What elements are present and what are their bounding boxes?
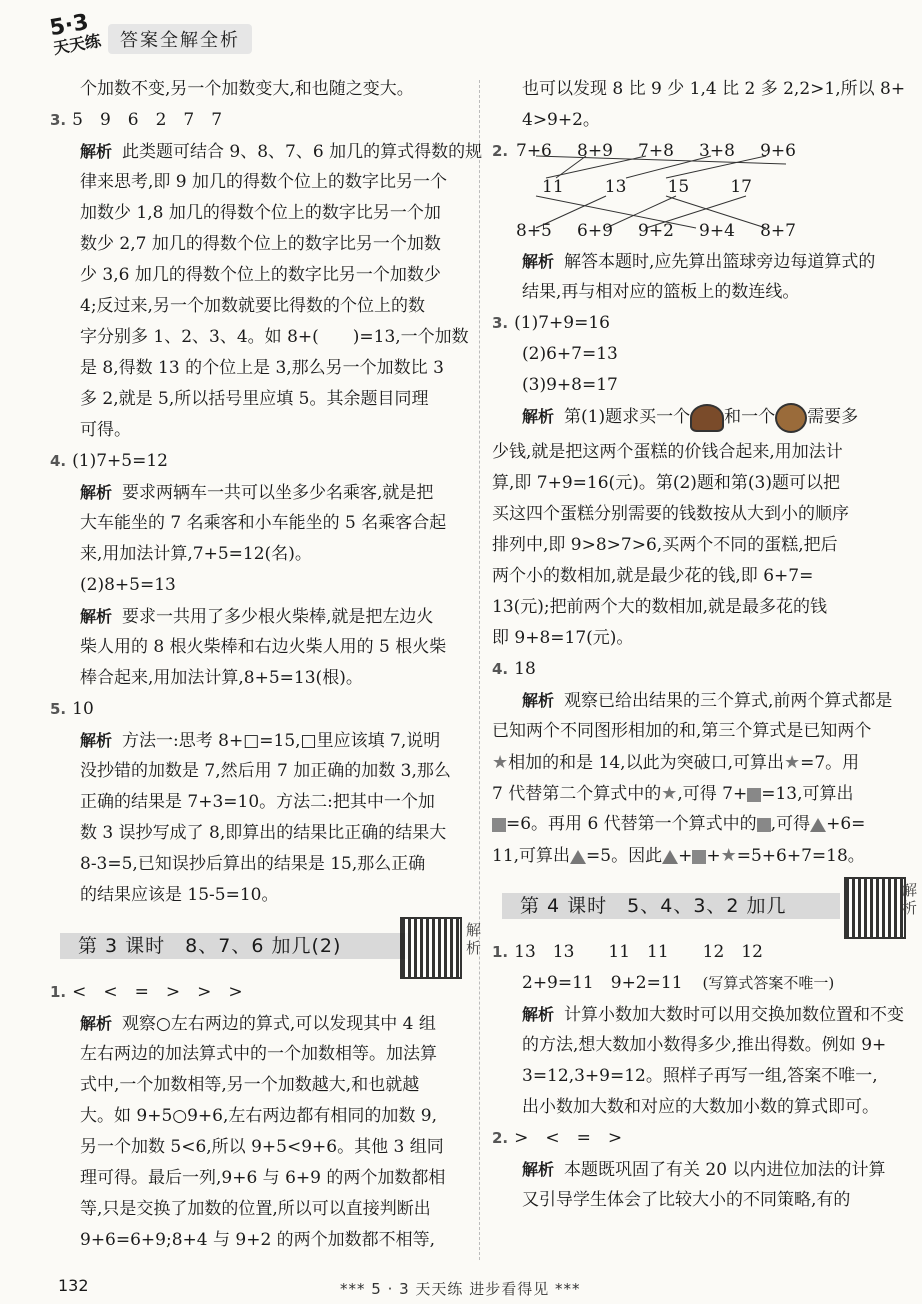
answer: (2)8+5=13 bbox=[80, 575, 176, 595]
text-span: 需要多 bbox=[807, 407, 859, 427]
text-line: 可得。 bbox=[80, 420, 131, 440]
text-line: 买这四个蛋糕分别需要的钱数按从大到小的顺序 bbox=[492, 504, 849, 524]
text-line: 另一个加数 5<6,所以 9+5<9+6。其他 3 组同 bbox=[80, 1137, 444, 1157]
text-line: 数 3 误抄写成了 8,即算出的结果比正确的结果大 bbox=[80, 823, 447, 843]
text-line: 等,只是交换了加数的位置,所以可以直接判断出 bbox=[80, 1199, 431, 1219]
result-number: 11 bbox=[542, 177, 564, 197]
star-icon: ★ bbox=[720, 845, 737, 866]
text-line: 观察○左右两边的算式,可以发现其中 4 组 bbox=[122, 1014, 436, 1034]
text-line: 正确的结果是 7+3=10。方法二:把其中一个加 bbox=[80, 792, 435, 812]
star-icon: ★ bbox=[783, 752, 801, 773]
expression-bottom: 6+9 bbox=[577, 221, 613, 241]
answer: < < = > > > bbox=[72, 982, 243, 1002]
star-icon: ★ bbox=[661, 783, 678, 804]
text-line: 律来思考,即 9 加几的得数个位上的数字比另一个 bbox=[80, 172, 448, 192]
text-line: 加数少 1,8 加几的得数个位上的数字比另一个加 bbox=[80, 203, 441, 223]
text-line: 解答本题时,应先算出篮球旁边每道算式的 bbox=[564, 252, 876, 272]
text-span: =5。因此 bbox=[586, 846, 663, 866]
qr-label: 解析 bbox=[902, 881, 918, 917]
footer-slogan: *** 5 · 3 天天练 进步看得见 *** bbox=[340, 1280, 581, 1298]
text-span: 第(1)题求买一个 bbox=[564, 407, 691, 427]
text-line: 的结果应该是 15-5=10。 bbox=[80, 885, 279, 905]
cake-icon bbox=[690, 404, 724, 432]
analysis-label: 解析 bbox=[80, 1014, 113, 1033]
answer: (3)9+8=17 bbox=[522, 375, 618, 395]
text-line: 4>9+2。 bbox=[522, 110, 600, 130]
text-line: 大。如 9+5○9+6,左右两边都有相同的加数 9, bbox=[80, 1106, 438, 1126]
answer: > < = > bbox=[514, 1128, 623, 1148]
triangle-icon bbox=[810, 818, 826, 832]
text-line: 两个小的数相加,就是最少花的钱,即 6+7= bbox=[492, 566, 814, 586]
expression-top: 7+8 bbox=[638, 141, 674, 161]
text-line: 4;反过来,另一个加数就要比得数的个位上的数 bbox=[80, 296, 425, 316]
analysis-label: 解析 bbox=[522, 252, 555, 271]
text-line: 来,用加法计算,7+5=12(名)。 bbox=[80, 544, 312, 564]
text-line: 大车能坐的 7 名乘客和小车能坐的 5 名乘客合起 bbox=[80, 513, 447, 533]
expression-top: 7+6 bbox=[516, 141, 552, 161]
page-header bbox=[0, 0, 900, 62]
result-number: 17 bbox=[730, 177, 752, 197]
text-span: =5+6+7=18。 bbox=[736, 846, 865, 866]
question-number: 5. bbox=[50, 700, 67, 718]
square-icon bbox=[692, 850, 706, 864]
text-line: 少 3,6 加几的得数个位上的数字比另一个加数少 bbox=[80, 265, 441, 285]
square-icon bbox=[747, 788, 761, 802]
result-number: 13 bbox=[604, 177, 627, 197]
answer: 18 bbox=[514, 659, 536, 679]
expression-bottom: 9+2 bbox=[638, 221, 674, 241]
text-line: 也可以发现 8 比 9 少 1,4 比 2 多 2,2>1,所以 8+ bbox=[522, 79, 906, 99]
qr-code-icon[interactable] bbox=[844, 877, 918, 939]
text-line: 理可得。最后一列,9+6 与 6+9 的两个加数都相 bbox=[80, 1168, 446, 1188]
text-line: 要求两辆车一共可以坐多少名乘客,就是把 bbox=[122, 483, 434, 503]
answer: 5 9 6 2 7 7 bbox=[72, 110, 223, 130]
qr-label: 解析 bbox=[466, 921, 482, 957]
triangle-icon bbox=[570, 850, 586, 864]
expression-top: 8+9 bbox=[577, 141, 613, 161]
question-number: 1. bbox=[50, 983, 67, 1001]
question-number: 4. bbox=[50, 452, 67, 470]
page-footer bbox=[0, 1270, 900, 1300]
answer: (2)6+7=13 bbox=[522, 344, 618, 364]
expression-bottom: 9+4 bbox=[699, 221, 735, 241]
analysis-label: 解析 bbox=[522, 1005, 555, 1024]
analysis-label: 解析 bbox=[80, 483, 113, 502]
text-line: 计算小数加大数时可以用交换加数位置和不变 bbox=[564, 1005, 905, 1025]
text-line: 没抄错的加数是 7,然后用 7 加正确的加数 3,那么 bbox=[80, 761, 451, 781]
text-line: 8-3=5,已知误抄后算出的结果是 15,那么正确 bbox=[80, 854, 426, 874]
expression-top: 3+8 bbox=[699, 141, 735, 161]
text-line: 是 8,得数 13 的个位上是 3,那么另一个加数比 3 bbox=[80, 358, 444, 378]
text-span: =13,可算出 bbox=[761, 784, 854, 804]
text-line: 方法一:思考 8+□=15,□里应该填 7,说明 bbox=[122, 731, 441, 751]
brand-logo: 5·3 天天练 bbox=[47, 9, 103, 58]
text-span: 相加的和是 14,以此为突破口,可算出 bbox=[508, 753, 784, 773]
question-number: 1. bbox=[492, 943, 509, 961]
text-line: 出小数加大数和对应的大数加小数的算式即可。 bbox=[522, 1097, 879, 1117]
square-icon bbox=[492, 818, 506, 832]
analysis-label: 解析 bbox=[80, 607, 113, 626]
text-span: +6= bbox=[826, 814, 866, 834]
text-line: 多 2,就是 5,所以括号里应填 5。其余题目同理 bbox=[80, 389, 429, 409]
expression-bottom: 8+7 bbox=[760, 221, 796, 241]
square-icon bbox=[757, 818, 771, 832]
section-title: 第 3 课时 8、7、6 加几(2) bbox=[60, 933, 408, 959]
text-line: 即 9+8=17(元)。 bbox=[492, 628, 634, 648]
text-line: 9+6=6+9;8+4 与 9+2 的两个加数都不相等, bbox=[80, 1230, 436, 1250]
expression-top: 9+6 bbox=[760, 141, 796, 161]
matching-diagram bbox=[492, 136, 900, 246]
text-line: 柴人用的 8 根火柴棒和右边火柴人用的 5 根火柴 bbox=[80, 637, 447, 657]
text-line: 数少 2,7 加几的得数个位上的数字比另一个加数 bbox=[80, 234, 441, 254]
text-line: 字分别多 1、2、3、4。如 8+( )=13,一个加数 bbox=[80, 327, 469, 347]
text-span: ,可得 7+ bbox=[677, 784, 748, 804]
column-divider bbox=[479, 80, 480, 1260]
text-span: 11,可算出 bbox=[492, 846, 571, 866]
question-number: 4. bbox=[492, 660, 509, 678]
text-line: 3=12,3+9=12。照样子再写一组,答案不唯一, bbox=[522, 1066, 878, 1086]
text-span: =6。再用 6 代替第一个算式中的 bbox=[506, 814, 757, 834]
question-number: 2. bbox=[492, 1129, 509, 1147]
text-line: 左右两边的加法算式中的一个加数相等。加法算 bbox=[80, 1044, 437, 1064]
text-line: 又引导学生体会了比较大小的不同策略,有的 bbox=[522, 1190, 851, 1210]
text-span: 7 代替第二个算式中的 bbox=[492, 784, 662, 804]
answer-note: (写算式答案不唯一) bbox=[702, 974, 835, 992]
text-line: 此类题可结合 9、8、7、6 加几的算式得数的规 bbox=[122, 142, 483, 162]
text-span: 和一个 bbox=[724, 407, 776, 427]
triangle-icon bbox=[662, 850, 678, 864]
text-span: =7。用 bbox=[800, 753, 860, 773]
text-line: 本题既巩固了有关 20 以内进位加法的计算 bbox=[564, 1160, 886, 1180]
answer: 2+9=11 9+2=11 bbox=[522, 973, 683, 993]
analysis-label: 解析 bbox=[522, 407, 555, 426]
answer: 10 bbox=[72, 699, 94, 719]
question-number: 3. bbox=[492, 314, 509, 332]
text-line: 要求一共用了多少根火柴棒,就是把左边火 bbox=[122, 607, 434, 627]
answer: 13 13 11 11 12 12 bbox=[514, 942, 763, 962]
text-line: 的方法,想大数加小数得多少,推出得数。例如 9+ bbox=[522, 1035, 887, 1055]
right-column: 也可以发现 8 比 9 少 1,4 比 2 多 2,2>1,所以 8+ 4>9+2。 2. 7+6 8+9 7+8 3+8 9+6 11 13 15 17 8+5 6+9 9+2 9+4 8+7 解析 解答本题时,应先算出篮球旁边每道算式的 结果,再与相对应的篮板上的数连线。 3. (1)7+9=16 (2)6+7=13 (3)9+8=17 解析 第(1)题求买一个 和一个 需要多 少钱,就是把这两个蛋糕的价钱合起来,用加法计 算,即 7+9=16(元)。第(2)题和第(3)题可以把 买这四个蛋糕分别需要的钱数按从大到小的顺序 排列中,即 9>8>7>6,买两个不同的蛋糕,把后 两个小的数相加,就是最少花的钱,即 6+7= 13(元);把前两个大的数相加,就是最多花的钱 即 9+8=17(元)。 4. 18 解析 观察已给出结果的三个算式,前两个算式都是 已知两个不同图形相加的和,第三个算式是已知两个 ★相加的和是 14,以此为突破口,可算出★=7。用 7 代替第二个算式中的★,可得 7+ =13,可算出 =6。再用 6 代替第一个算式中的 ,可得 +6= 11,可算出 =5。因此 + +★=5+6+7=18。 第 4 课时 5、4、3、2 加几 解析 1. 13 13 11 11 12 12 2+9=11 9+2=11 (写算式答案不唯一) 解析 计算小数加大数时可以用交换加数位置和不变 的方法,想大数加小数得多少,推出得数。例如 9+ 3=12,3+9=12。照样子再写一组,答案不唯一, 出小数加大数和对应的大数加小数的算式即可。 2. > < = > 解析 本题既巩固了有关 20 以内进位加法的计算 又引导学生体会了比较大小的不同策略,有的 bbox=[492, 74, 900, 1216]
section-title: 第 4 课时 5、4、3、2 加几 bbox=[502, 893, 840, 919]
answer: (1)7+5=12 bbox=[72, 451, 168, 471]
question-number: 3. bbox=[50, 111, 67, 129]
question-number: 2. bbox=[492, 142, 509, 160]
star-icon: ★ bbox=[492, 752, 509, 773]
qr-code-icon[interactable] bbox=[400, 917, 482, 979]
left-column bbox=[50, 74, 483, 1256]
text-span: ,可得 bbox=[770, 814, 811, 834]
section-heading bbox=[492, 877, 918, 931]
analysis-label: 解析 bbox=[80, 731, 113, 750]
text-line: 已知两个不同图形相加的和,第三个算式是已知两个 bbox=[492, 721, 872, 741]
result-number: 15 bbox=[667, 177, 690, 197]
text-line: 排列中,即 9>8>7>6,买两个不同的蛋糕,把后 bbox=[492, 535, 838, 555]
analysis-label: 解析 bbox=[522, 1160, 555, 1179]
analysis-label: 解析 bbox=[522, 691, 555, 710]
text-line: 观察已给出结果的三个算式,前两个算式都是 bbox=[564, 691, 893, 711]
roll-cake-icon bbox=[775, 403, 807, 433]
section-heading bbox=[50, 917, 482, 971]
page-number: 132 bbox=[58, 1276, 89, 1295]
expression-bottom: 8+5 bbox=[516, 221, 552, 241]
text-line: 个加数不变,另一个加数变大,和也随之变大。 bbox=[80, 79, 414, 99]
text-line: 式中,一个加数相等,另一个加数越大,和也就越 bbox=[80, 1075, 420, 1095]
text-line: 结果,再与相对应的篮板上的数连线。 bbox=[522, 282, 800, 302]
analysis-label: 解析 bbox=[80, 142, 113, 161]
text-line: 13(元);把前两个大的数相加,就是最多花的钱 bbox=[492, 597, 828, 617]
text-line: 算,即 7+9=16(元)。第(2)题和第(3)题可以把 bbox=[492, 473, 840, 493]
header-tag: 答案全解全析 bbox=[108, 24, 252, 54]
answer: (1)7+9=16 bbox=[514, 313, 610, 333]
text-line: 棒合起来,用加法计算,8+5=13(根)。 bbox=[80, 668, 363, 688]
text-line: 少钱,就是把这两个蛋糕的价钱合起来,用加法计 bbox=[492, 442, 843, 462]
